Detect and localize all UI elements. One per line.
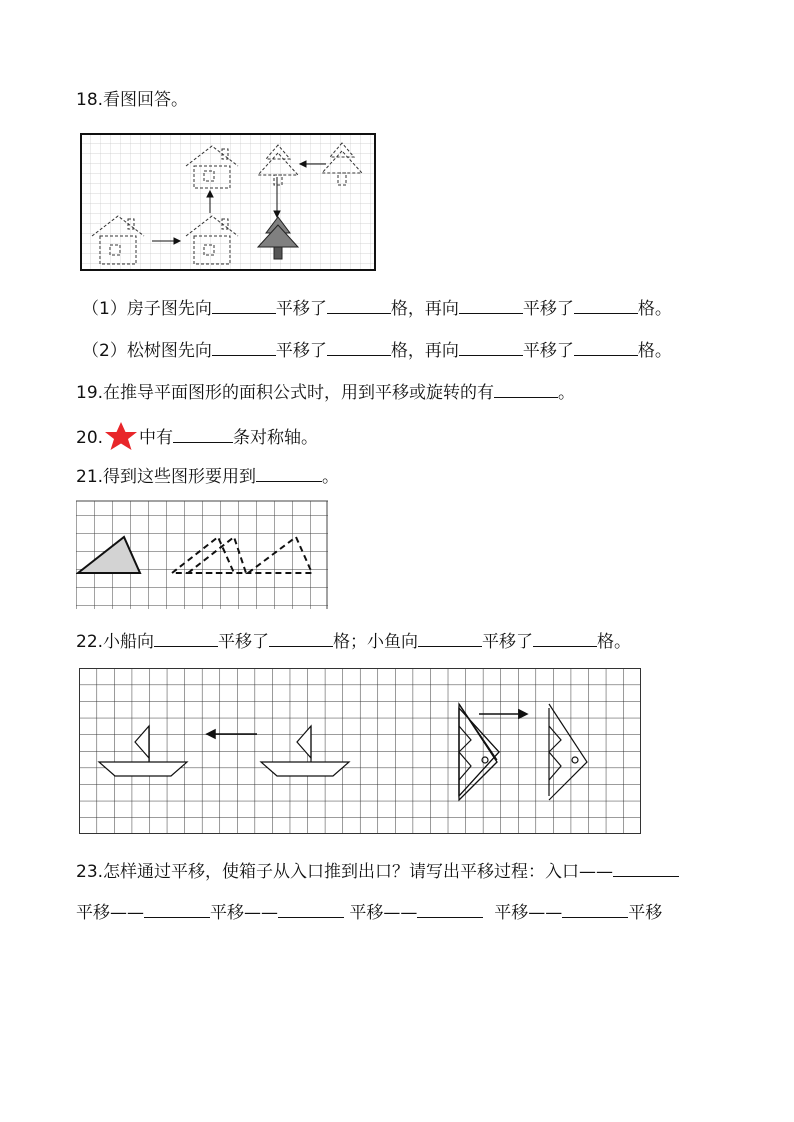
answer-blank[interactable]: [613, 858, 679, 877]
answer-blank[interactable]: [459, 295, 523, 314]
answer-blank[interactable]: [533, 628, 597, 647]
answer-blank[interactable]: [256, 463, 322, 482]
q18-figure: [80, 133, 376, 271]
answer-blank[interactable]: [459, 337, 523, 356]
q19: 19.在推导平面图形的面积公式时，用到平移或旋转的有 。: [76, 379, 575, 405]
q23-line2: 平移—— 平移—— 平移—— 平移—— 平移: [76, 899, 662, 925]
q21-figure: [76, 497, 328, 609]
q22: 22.小船向 平移了 格；小鱼向 平移了 格。: [76, 628, 631, 654]
answer-blank[interactable]: [574, 337, 638, 356]
answer-blank[interactable]: [327, 337, 391, 356]
answer-blank[interactable]: [278, 899, 344, 918]
answer-blank[interactable]: [418, 628, 482, 647]
answer-blank[interactable]: [173, 424, 233, 443]
answer-blank[interactable]: [212, 295, 276, 314]
answer-blank[interactable]: [574, 295, 638, 314]
answer-blank[interactable]: [417, 899, 483, 918]
q20: 20. 中有 条对称轴。: [76, 421, 318, 451]
answer-blank[interactable]: [212, 337, 276, 356]
q18-title: 18.看图回答。: [76, 90, 189, 110]
q18-sub2: （2）松树图先向 平移了 格，再向 平移了 格。: [82, 337, 672, 363]
answer-blank[interactable]: [144, 899, 210, 918]
answer-blank[interactable]: [562, 899, 628, 918]
answer-blank[interactable]: [327, 295, 391, 314]
answer-blank[interactable]: [269, 628, 333, 647]
star-icon: [103, 421, 139, 451]
answer-blank[interactable]: [494, 379, 558, 398]
q18-sub1: （1）房子图先向 平移了 格，再向 平移了 格。: [82, 295, 672, 321]
q21: 21.得到这些图形要用到 。: [76, 463, 339, 489]
q23-line1: 23.怎样通过平移，使箱子从入口推到出口？请写出平移过程：入口——: [76, 858, 679, 884]
answer-blank[interactable]: [154, 628, 218, 647]
q22-figure: [79, 668, 641, 834]
